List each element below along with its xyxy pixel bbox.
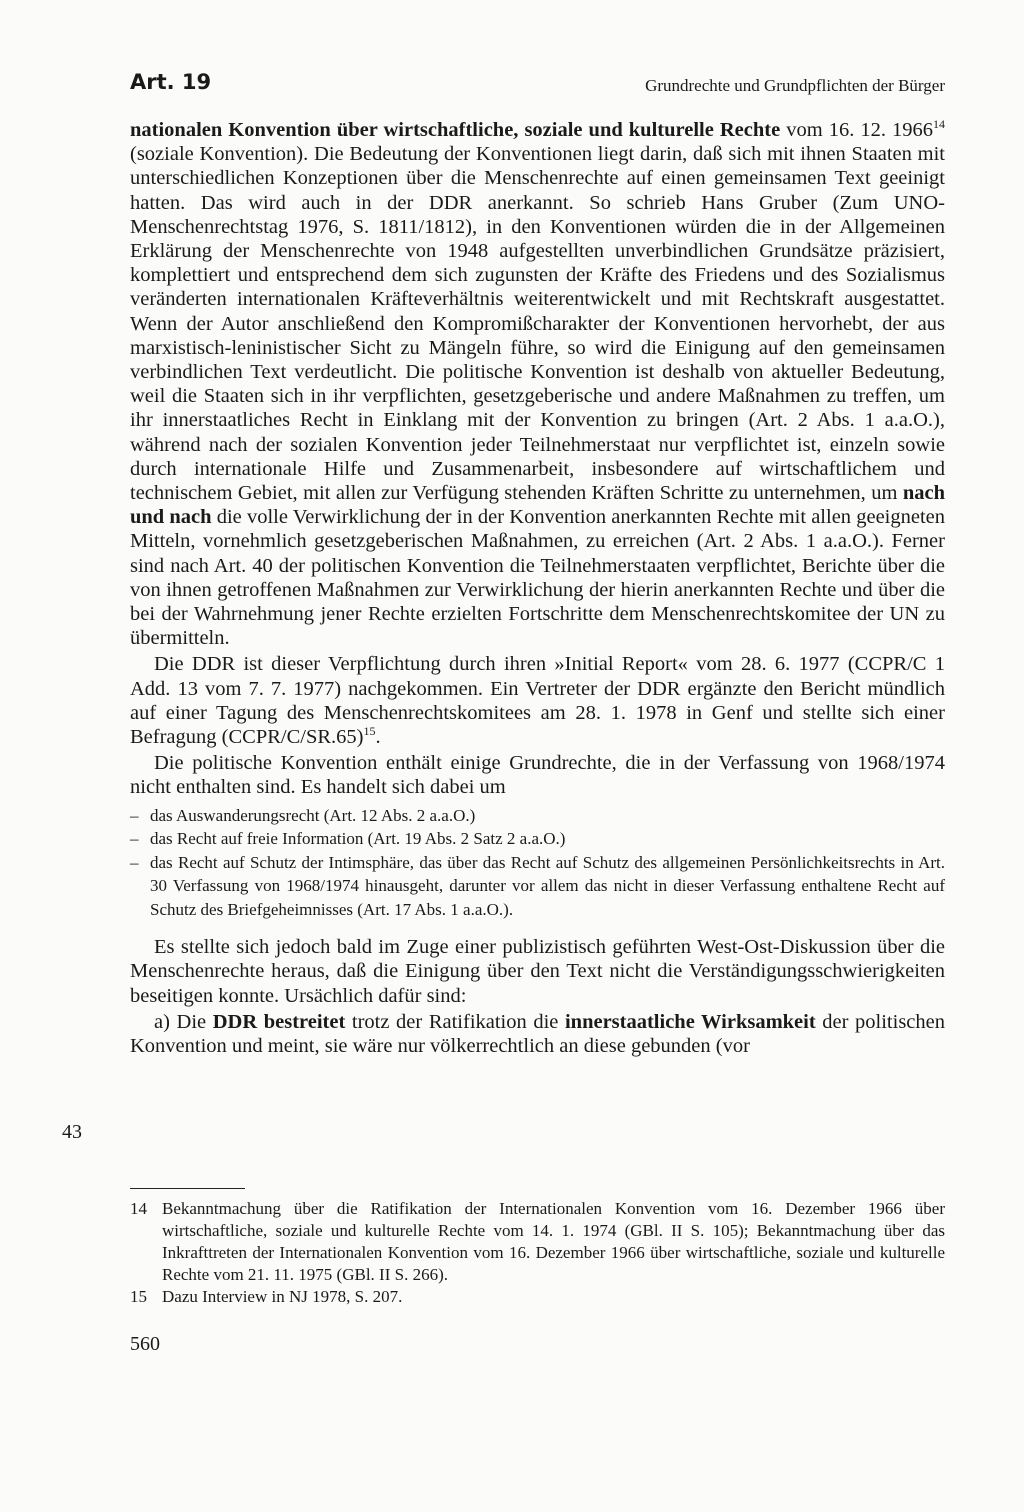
paragraph-2 xyxy=(130,652,945,749)
footnote-ref-15[interactable]: 15 xyxy=(363,724,376,739)
footnotes xyxy=(130,1198,945,1308)
text-run: der politischen Konvention und meint, sie wäre nur völkerrechtlich an diese gebunden (vor xyxy=(130,1010,946,1057)
margin-number: 43 xyxy=(62,1121,82,1143)
footnote-15 xyxy=(130,1286,945,1308)
text-run: a) Die xyxy=(154,1010,213,1033)
list-item-text: das Recht auf freie Information (Art. 19 Abs. 2 Satz 2 a.a.O.) xyxy=(150,829,566,849)
bold-phrase: DDR bestreitet xyxy=(212,1010,346,1033)
list-item-text: das Recht auf Schutz der Intimsphäre, das über das Recht auf Schutz des allgemeinen Persönlichkeitsrechts in Art. 30 Verfassung von 1968/1974 hinausgeht, darunter vor allem das nicht in dieser Verfassung enthaltene Recht auf Schutz des Briefgeheimnisses (Art. 17 Abs. 1 a.a.O.). xyxy=(150,852,945,919)
list-item xyxy=(130,827,945,851)
article-label: Art. 19 xyxy=(130,70,212,94)
bold-phrase: nationalen Konvention über wirtschaftliche, soziale und kulturelle Rechte xyxy=(130,119,781,141)
dash-bullet: – xyxy=(130,852,139,872)
text-run: trotz der Ratifikation die xyxy=(345,1010,565,1033)
footnote-text: Dazu Interview in NJ 1978, S. 207. xyxy=(162,1287,403,1306)
footnote-ref-14[interactable]: 14 xyxy=(933,117,945,132)
text-run: Es stellte sich jedoch bald im Zuge einer publizistisch geführten West-Ost-Diskussion über die Menschenrechte heraus, daß die Einigung über den Text nicht die Verständigungsschwierigkeiten beseitigen konnte. Ursächlich dafür sind: xyxy=(130,936,945,1007)
text-run: (soziale Konvention). Die Bedeutung der Konventionen liegt darin, daß sich mit ihnen Staaten mit unterschiedlichen Konzeptionen über die Menschenrechte auf einen gemeinsamen Text geeinigt hatten. Das wird auch in der DDR anerkannt. So schrieb Hans Gruber (Zum UNO-Menschenrechtstag 1976, S. 1811/1812), in den Konventionen würden die in der Allgemeinen Erklärung der Menschenrechte von 1948 aufgestellten unverbindlichen Grundsätze präzisiert, komplettiert und entsprechend dem sich zugunsten der Kräfte des Friedens und des Sozialismus veränderten internationalen Kräfteverhältnis weiterentwickelt und mit Rechtskraft ausgestattet. Wenn der Autor anschließend den Kompromißcharakter der Konventionen hervorhebt, der aus marxistisch-leninistischer Sicht zu Mängeln führe, so wird die Einigung auf den gemeinsamen verbindlichen Text verdeutlicht. Die politische Konvention ist deshalb von aktueller Bedeutung, weil die Staaten sich in ihr verpflichten, gesetzgeberische und andere Maßnahmen zu treffen, um ihr innerstaatliches Recht in Einklang mit der Konvention zu bringen (Art. 2 Abs. 1 a.a.O.), während nach der sozialen Konvention jeder Teilnehmerstaat nur verpflichtet ist, einzeln sowie durch internationale Hilfe und Zusammenarbeit, insbesondere auf wirtschaftlichem und technischem Gebiet, mit allen zur Verfügung stehenden Kräften Schritte zu unternehmen, um xyxy=(130,143,945,505)
footnote-14 xyxy=(130,1198,945,1286)
paragraph-4 xyxy=(130,935,945,1008)
page-header xyxy=(130,70,945,104)
list-item xyxy=(130,804,945,828)
footnote-text: Bekanntmachung über die Ratifikation der Internationalen Konvention vom 16. Dezember 1966 über wirtschaftliche, soziale und kulturelle Rechte vom 14. 1. 1974 (GBl. II S. 105); Bekanntmachung über das Inkrafttreten der Internationalen Konvention vom 16. Dezember 1966 über wirtschaftliche, soziale und kulturelle Rechte vom 21. 11. 1975 (GBl. II S. 266). xyxy=(162,1199,945,1284)
paragraph-3 xyxy=(130,751,945,799)
text-run: vom 16. 12. 1966 xyxy=(780,119,933,141)
list-item-text: das Auswanderungsrecht (Art. 12 Abs. 2 a.a.O.) xyxy=(150,805,476,825)
footnote-number: 15 xyxy=(130,1287,147,1306)
paragraph-1 xyxy=(130,118,945,650)
dash-bullet: – xyxy=(130,805,139,825)
list-item xyxy=(130,851,945,922)
footnote-number: 14 xyxy=(130,1199,147,1218)
bold-phrase: innerstaatliche Wirksamkeit xyxy=(564,1010,816,1033)
rights-list xyxy=(130,804,945,922)
text-run: Die politische Konvention enthält einige Grundrechte, die in der Verfassung von 1968/1974 nicht enthalten sind. Es handelt sich dabei um xyxy=(130,752,945,799)
paragraph-5 xyxy=(130,1010,945,1058)
page-number: 560 xyxy=(130,1333,160,1355)
dash-bullet: – xyxy=(130,829,139,849)
running-head: Grundrechte und Grundpflichten der Bürger xyxy=(645,76,945,95)
body-text xyxy=(130,118,945,1058)
text-run: Die DDR ist dieser Verpflichtung durch ihren »Initial Report« vom 28. 6. 1977 (CCPR/C 1 Add. 13 vom 7. 7. 1977) nachgekommen. Ein Vertreter der DDR ergänzte den Bericht mündlich auf einer Tagung des Menschenrechtskomitees am 28. 1. 1978 in Genf und stellte sich einer Befragung (CCPR/C/SR.65) xyxy=(130,653,945,749)
text-run: . xyxy=(375,726,381,749)
text-run: die volle Verwirklichung der in der Konvention anerkannten Rechte mit allen geeigneten Mitteln, vornehmlich gesetzgeberischen Maßnahmen, zu erreichen (Art. 2 Abs. 1 a.a.O.). Ferner sind nach Art. 40 der politischen Konvention die Teilnehmerstaaten verpflichtet, Berichte über die von ihnen getroffenen Maßnahmen zur Verwirklichung der hierin anerkannten Rechte und über die bei der Wahrnehmung jener Rechte erzielten Fortschritte dem Menschenrechtskomitee der UN zu übermitteln. xyxy=(130,506,946,650)
bold-phrase: nach und nach xyxy=(130,482,945,529)
footnote-divider xyxy=(130,1188,245,1189)
